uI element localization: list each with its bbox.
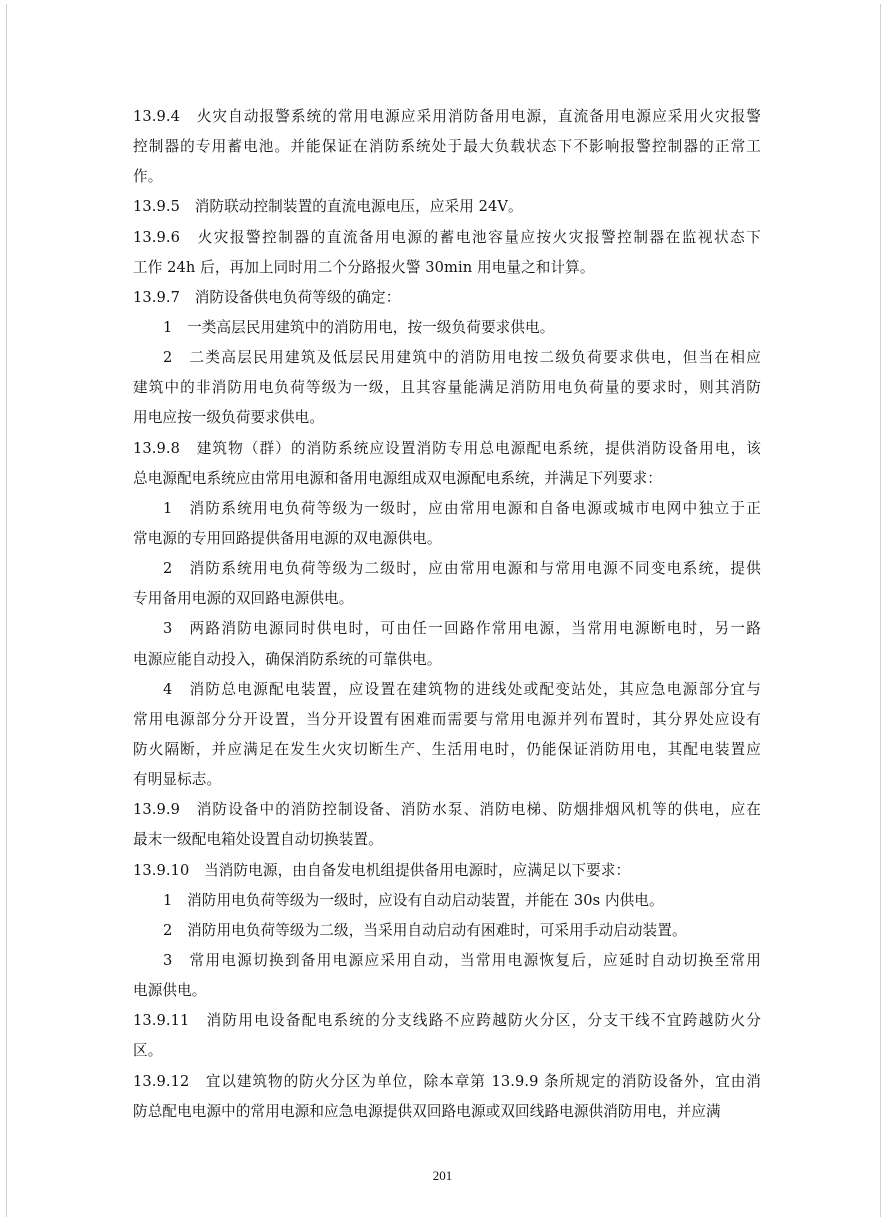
text-line: 用电应按一级负荷要求供电。 bbox=[133, 409, 325, 427]
text-line: 电源应能自动投入，确保消防系统的可靠供电。 bbox=[133, 650, 442, 668]
text-line: 建筑中的非消防用电负荷等级为一级，且其容量能满足消防用电负荷量的要求时，则其消防 bbox=[133, 379, 761, 397]
list-item-paragraph bbox=[133, 675, 761, 796]
clause-paragraph bbox=[133, 434, 761, 494]
text-line: 有明显标志。 bbox=[133, 771, 222, 789]
list-item-paragraph bbox=[133, 343, 761, 433]
text-line: 13.9.8 建筑物（群）的消防系统应设置消防专用总电源配电系统，提供消防设备用电，该 bbox=[133, 439, 761, 457]
clause-paragraph bbox=[133, 795, 761, 855]
list-item-paragraph bbox=[133, 614, 761, 674]
text-line: 13.9.11 消防用电设备配电系统的分支线路不应跨越防火分区，分支干线不宜跨越防火分 bbox=[133, 1012, 761, 1030]
clause-paragraph bbox=[133, 192, 761, 222]
text-line: 13.9.7 消防设备供电负荷等级的确定： bbox=[133, 288, 401, 306]
text-line: 13.9.5 消防联动控制装置的直流电源电压，应采用 24V。 bbox=[133, 198, 523, 216]
text-line: 常用电源部分分开设置，当分开设置有困难而需要与常用电源并列布置时，其分界处应设有 bbox=[133, 710, 761, 728]
text-line: 总电源配电系统应由常用电源和备用电源组成双电源配电系统，并满足下列要求： bbox=[133, 469, 662, 487]
text-line: 工作 24h 后，再加上同时用二个分路报火警 30min 用电量之和计算。 bbox=[133, 258, 595, 276]
text-line: 13.9.12 宜以建筑物的防火分区为单位，除本章第 13.9.9 条所规定的消防设备外，宜由消 bbox=[133, 1072, 761, 1090]
text-line: 13.9.10 当消防电源，由自备发电机组提供备用电源时，应满足以下要求： bbox=[133, 861, 631, 879]
text-line: 1 消防用电负荷等级为一级时，应设有自动启动装置，并能在 30s 内供电。 bbox=[163, 891, 664, 909]
list-item-paragraph bbox=[133, 494, 761, 554]
text-line: 4 消防总电源配电装置，应设置在建筑物的进线处或配变站处，其应急电源部分宜与 bbox=[163, 680, 761, 698]
list-item-paragraph bbox=[133, 916, 761, 946]
text-line: 13.9.6 火灾报警控制器的直流备用电源的蓄电池容量应按火灾报警控制器在监视状态下 bbox=[133, 228, 761, 246]
document-body bbox=[133, 102, 761, 1127]
clause-paragraph bbox=[133, 856, 761, 886]
list-item-paragraph bbox=[133, 554, 761, 614]
text-line: 3 两路消防电源同时供电时，可由任一回路作常用电源，当常用电源断电时，另一路 bbox=[163, 620, 761, 638]
text-line: 13.9.9 消防设备中的消防控制设备、消防水泵、消防电梯、防烟排烟风机等的供电，应在 bbox=[133, 801, 761, 819]
text-line: 控制器的专用蓄电池。并能保证在消防系统处于最大负载状态下不影响报警控制器的正常工 bbox=[133, 138, 761, 156]
text-line: 区。 bbox=[133, 1042, 163, 1060]
text-line: 常电源的专用回路提供备用电源的双电源供电。 bbox=[133, 529, 442, 547]
text-line: 2 二类高层民用建筑及低层民用建筑中的消防用电按二级负荷要求供电，但当在相应 bbox=[163, 349, 761, 367]
clause-paragraph bbox=[133, 283, 761, 313]
list-item-paragraph bbox=[133, 313, 761, 343]
text-line: 电源供电。 bbox=[133, 982, 207, 1000]
clause-paragraph bbox=[133, 1006, 761, 1066]
text-line: 3 常用电源切换到备用电源应采用自动，当常用电源恢复后，应延时自动切换至常用 bbox=[163, 951, 761, 969]
text-line: 防火隔断，并应满足在发生火灾切断生产、生活用电时，仍能保证消防用电，其配电装置应 bbox=[133, 740, 761, 758]
clause-paragraph bbox=[133, 102, 761, 192]
text-line: 13.9.4 火灾自动报警系统的常用电源应采用消防备用电源，直流备用电源应采用火灾报警 bbox=[133, 108, 761, 125]
text-line: 最末一级配电箱处设置自动切换装置。 bbox=[133, 831, 383, 849]
text-line: 2 消防用电负荷等级为二级，当采用自动启动有困难时，可采用手动启动装置。 bbox=[163, 921, 687, 939]
text-line: 专用备用电源的双回路电源供电。 bbox=[133, 590, 354, 608]
text-line: 1 消防系统用电负荷等级为一级时，应由常用电源和自备电源或城市电网中独立于正 bbox=[163, 499, 761, 517]
clause-paragraph bbox=[133, 223, 761, 283]
clause-paragraph bbox=[133, 1067, 761, 1127]
text-line: 防总配电电源中的常用电源和应急电源提供双回路电源或双回线路电源供消防用电，并应满 bbox=[133, 1102, 721, 1120]
page-number: 201 bbox=[432, 1168, 453, 1183]
text-line: 2 消防系统用电负荷等级为二级时，应由常用电源和与常用电源不同变电系统，提供 bbox=[163, 560, 761, 578]
list-item-paragraph bbox=[133, 946, 761, 1006]
text-line: 1 一类高层民用建筑中的消防用电，按一级负荷要求供电。 bbox=[163, 318, 555, 336]
text-line: 作。 bbox=[133, 168, 163, 186]
list-item-paragraph bbox=[133, 886, 761, 916]
